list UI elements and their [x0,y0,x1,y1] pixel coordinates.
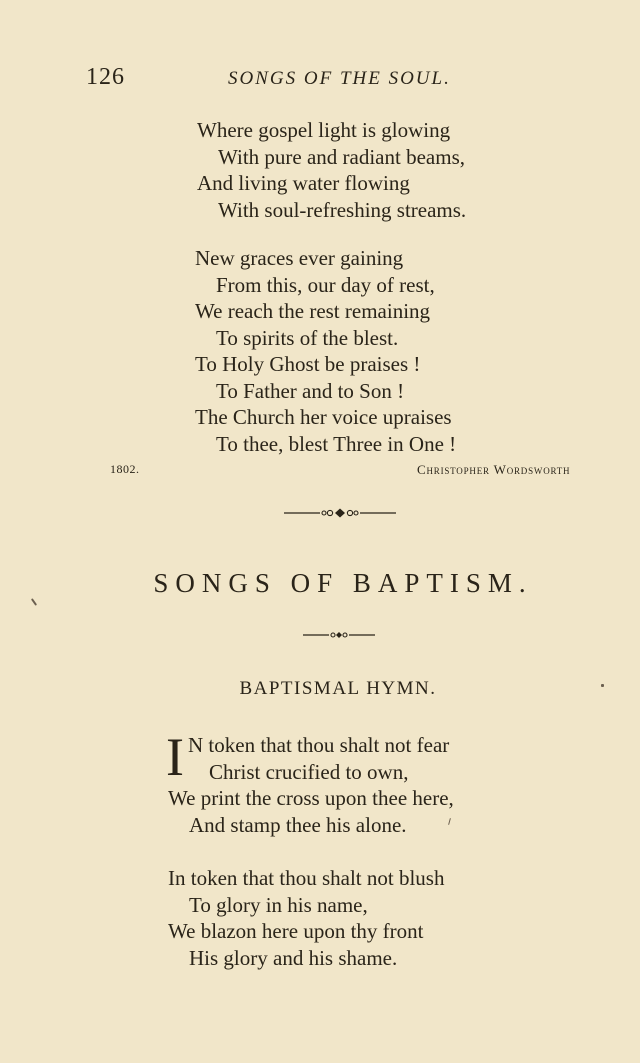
attribution [0,462,640,482]
poem-line: And stamp thee his alone. [189,812,407,837]
hymn-stanza-2 [168,865,444,971]
small-ornament-icon [303,629,375,641]
poem-line: To Father and to Son ! [216,378,405,403]
poem-line: To Holy Ghost be praises ! [195,352,421,376]
poem-line: We blazon here upon thy front [168,919,424,943]
poem-line: To spirits of the blest. [216,325,399,350]
ornament-divider-icon [284,506,396,520]
poem-line: And living water flowing [197,171,410,195]
page-number: 126 [86,64,125,90]
poem-line: His glory and his shame. [189,945,398,970]
poem-line: Where gospel light is glowing [197,118,451,142]
poem-line: We reach the rest remaining [195,299,431,323]
poem-line: With pure and radiant beams, [218,144,465,169]
poem-line: Christ crucified to own, [209,759,409,784]
poem-line: We print the cross upon thee here, [168,786,454,810]
hymn-stanza-1 [166,727,454,838]
poem-stanza-1 [197,117,466,223]
section-title: SONGS OF BAPTISM. [153,568,533,598]
drop-cap: I [166,727,184,787]
poem-stanza-2 [195,245,456,457]
running-head [0,64,640,94]
poem-line: New graces ever gaining [195,246,404,270]
poem-line: In token that thou shalt not blush [168,866,445,890]
poem-line: From this, our day of rest, [216,272,435,297]
paper-speck [601,684,604,687]
poem-line: N token that thou shalt not fear [188,733,450,757]
poem-line: The Church her voice upraises [195,405,452,429]
hymn-title: BAPTISMAL HYMN. [239,678,437,699]
attribution-year: 1802. [110,462,140,476]
attribution-author: Christopher Wordsworth [417,462,571,477]
poem-line: To thee, blest Three in One ! [216,431,457,456]
running-title: SONGS OF THE SOUL. [228,68,451,89]
poem-line: To glory in his name, [189,892,368,917]
poem-line: With soul-refreshing streams. [218,197,467,222]
paper-speck [31,598,37,606]
